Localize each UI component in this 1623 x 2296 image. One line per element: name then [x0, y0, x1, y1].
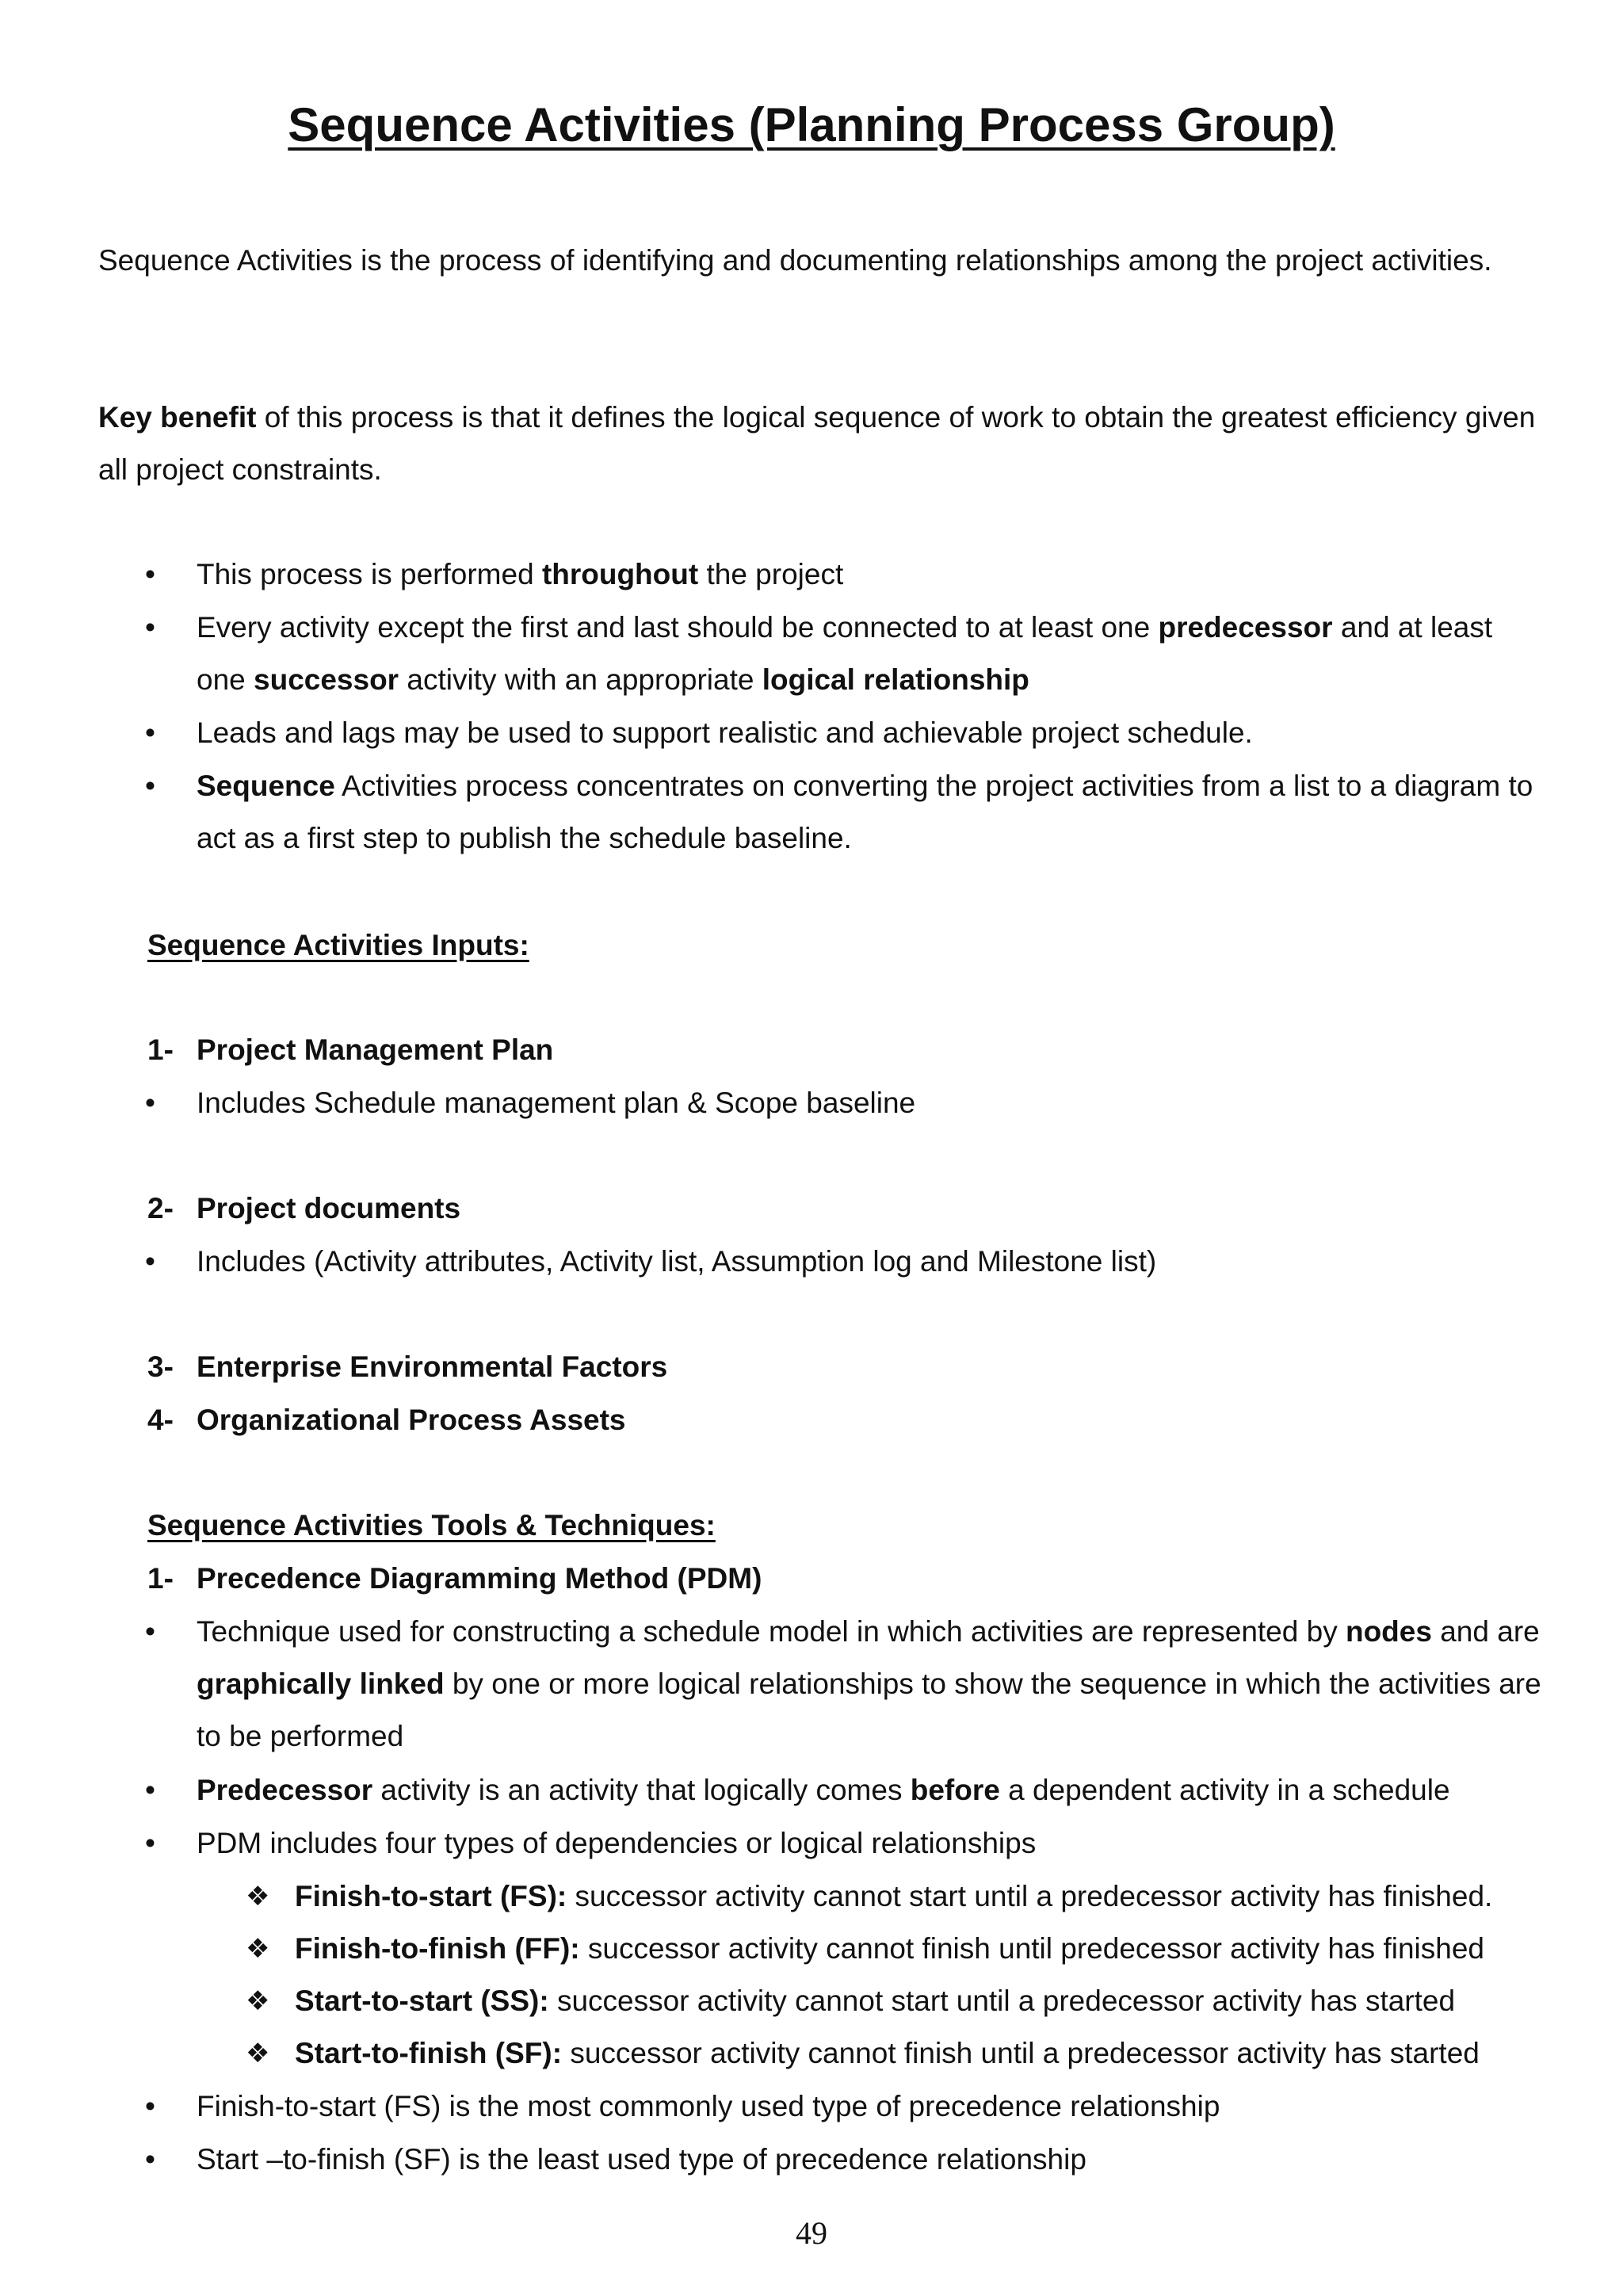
closing-bullet-2: Start –to-finish (SF) is the least used type of precedence relationship	[197, 2143, 1086, 2176]
bullet-icon: •	[145, 611, 155, 644]
diamond-icon: ❖	[246, 1881, 270, 1912]
page-title: Sequence Activities (Planning Process Group)	[288, 98, 1335, 151]
input-label-2: Project documents	[197, 1192, 461, 1224]
input-number-4: 4-	[147, 1404, 174, 1436]
tool-number-1: 1-	[147, 1562, 174, 1595]
bullet-icon: •	[145, 1245, 155, 1278]
bullet-icon: •	[145, 716, 155, 749]
input-label-1: Project Management Plan	[197, 1033, 554, 1066]
diamond-icon: ❖	[246, 1934, 270, 1964]
closing-bullet-1: Finish-to-start (FS) is the most commonly used type of precedence relationship	[197, 2090, 1220, 2122]
overview-bullet-2: Every activity except the first and last should be connected to at least one predecessor and at least one successor activity with an appropriate logical relationship	[197, 611, 1493, 696]
bullet-icon: •	[145, 2090, 155, 2122]
input-bullet-2: Includes (Activity attributes, Activity list, Assumption log and Milestone list)	[197, 1245, 1157, 1278]
dependency-sf: Start-to-finish (SF): successor activity cannot finish until a predecessor activity has started	[295, 2037, 1480, 2069]
bullet-icon: •	[145, 2143, 155, 2176]
input-bullet-1: Includes Schedule management plan & Scope baseline	[197, 1087, 916, 1119]
tools-heading: Sequence Activities Tools & Techniques:	[147, 1509, 716, 1541]
bullet-icon: •	[145, 1827, 155, 1859]
dependency-ss: Start-to-start (SS): successor activity cannot start until a predecessor activity has started	[295, 1985, 1456, 2017]
input-number-2: 2-	[147, 1192, 174, 1224]
bullet-icon: •	[145, 1615, 155, 1648]
tool-bullet-1: Technique used for constructing a schedule model in which activities are represented by nodes and are graphically linked by one or more logical relationships to show the sequence in which the activities are to be performed	[197, 1615, 1541, 1752]
intro-paragraph: Sequence Activities is the process of identifying and documenting relationships among the project activities.	[98, 244, 1492, 277]
dependency-fs: Finish-to-start (FS): successor activity cannot start until a predecessor activity has finished.	[295, 1880, 1493, 1912]
bullet-icon: •	[145, 1087, 155, 1119]
overview-bullet-1: This process is performed throughout the project	[197, 558, 844, 590]
bullet-icon: •	[145, 770, 155, 802]
diamond-icon: ❖	[246, 2038, 270, 2069]
input-label-4: Organizational Process Assets	[197, 1404, 626, 1436]
overview-bullet-3: Leads and lags may be used to support realistic and achievable project schedule.	[197, 716, 1253, 749]
diamond-icon: ❖	[246, 1986, 270, 2016]
tool-bullet-2: Predecessor activity is an activity that logically comes before a dependent activity in a schedule	[197, 1774, 1450, 1806]
page-number: 49	[796, 2215, 827, 2251]
tool-bullet-3: PDM includes four types of dependencies or logical relationships	[197, 1827, 1037, 1859]
bullet-icon: •	[145, 1774, 155, 1806]
inputs-heading: Sequence Activities Inputs:	[147, 929, 529, 961]
tool-label-1: Precedence Diagramming Method (PDM)	[197, 1562, 762, 1595]
dependency-ff: Finish-to-finish (FF): successor activity cannot finish until predecessor activity has finished	[295, 1932, 1484, 1965]
key-benefit-text: of this process is that it defines the logical sequence of work to obtain the greatest efficiency given all project constraints.	[98, 401, 1536, 486]
input-number-3: 3-	[147, 1350, 174, 1383]
input-number-1: 1-	[147, 1033, 174, 1066]
input-label-3: Enterprise Environmental Factors	[197, 1350, 668, 1383]
key-benefit-label: Key benefit	[98, 401, 257, 434]
key-benefit-paragraph	[98, 392, 1541, 496]
overview-bullet-4: Sequence Activities process concentrates on converting the project activities from a list to a diagram to act as a first step to publish the schedule baseline.	[197, 770, 1533, 854]
bullet-icon: •	[145, 558, 155, 590]
